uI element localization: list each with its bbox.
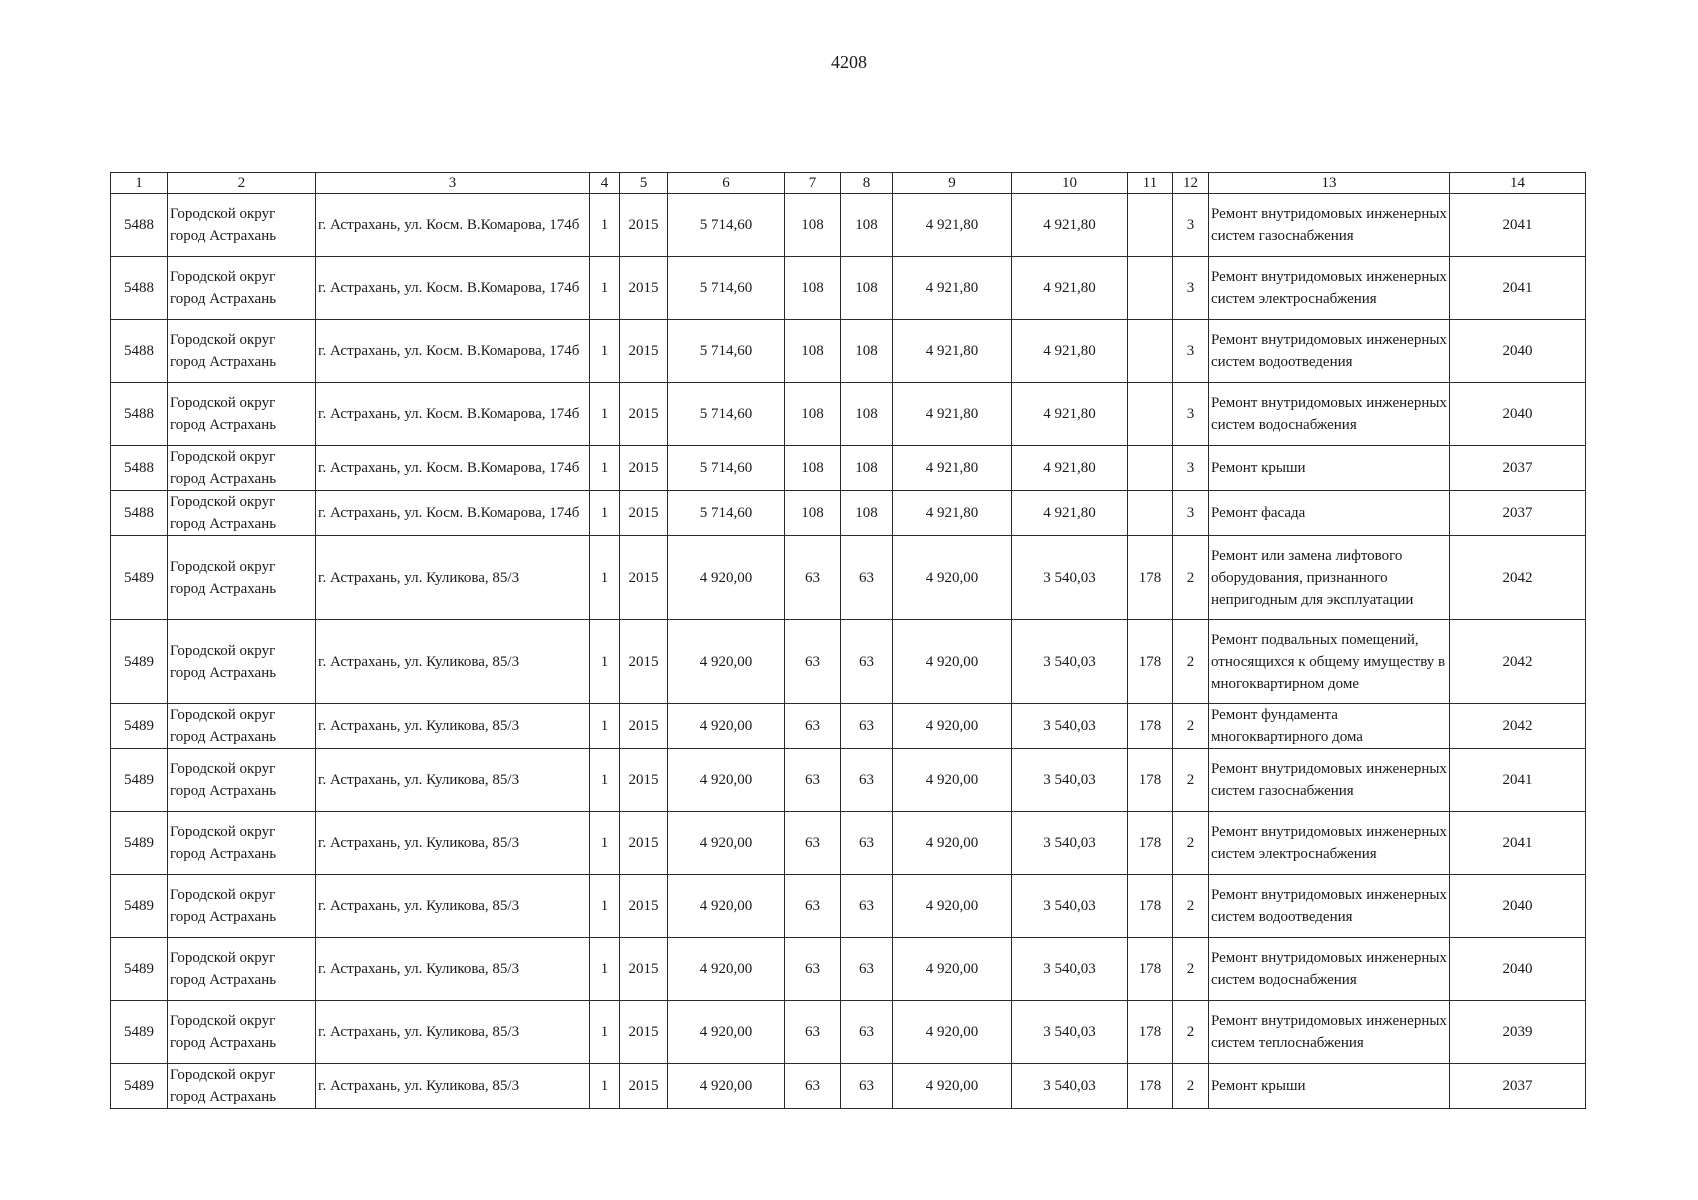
table-row [111,620,1586,704]
col11-cell [1128,194,1173,257]
address-cell: г. Астрахань, ул. Куликова, 85/3 [316,620,590,704]
col11-cell [1128,446,1173,491]
col4-cell: 1 [590,257,620,320]
row-id-cell: 5489 [111,1064,168,1109]
address-cell: г. Астрахань, ул. Куликова, 85/3 [316,536,590,620]
work-type-cell: Ремонт внутридомовых инженерных систем водоотведения [1209,320,1450,383]
column-header: 3 [316,173,590,194]
col7-cell: 63 [785,938,841,1001]
municipality-cell: Городской округ город Астрахань [168,320,316,383]
year-cell: 2015 [620,1064,668,1109]
year-cell: 2015 [620,938,668,1001]
column-header: 7 [785,173,841,194]
col6-cell: 5 714,60 [668,383,785,446]
address-cell: г. Астрахань, ул. Куликова, 85/3 [316,1001,590,1064]
col6-cell: 4 920,00 [668,1064,785,1109]
column-header: 1 [111,173,168,194]
year-cell: 2015 [620,620,668,704]
page-number: 4208 [831,52,867,72]
year-cell: 2015 [620,536,668,620]
work-type-cell: Ремонт внутридомовых инженерных систем электроснабжения [1209,257,1450,320]
column-header: 5 [620,173,668,194]
work-type-cell: Ремонт подвальных помещений, относящихся к общему имуществу в многоквартирном доме [1209,620,1450,704]
row-id-cell: 5489 [111,1001,168,1064]
work-type-cell: Ремонт внутридомовых инженерных систем водоснабжения [1209,383,1450,446]
col8-cell: 108 [841,446,893,491]
address-cell: г. Астрахань, ул. Косм. В.Комарова, 174б [316,257,590,320]
planned-year-cell: 2037 [1450,1064,1586,1109]
column-header: 4 [590,173,620,194]
column-header: 11 [1128,173,1173,194]
col10-cell: 4 921,80 [1012,383,1128,446]
col10-cell: 3 540,03 [1012,620,1128,704]
col9-cell: 4 920,00 [893,1001,1012,1064]
column-header: 10 [1012,173,1128,194]
col6-cell: 4 920,00 [668,620,785,704]
planned-year-cell: 2041 [1450,812,1586,875]
column-header: 13 [1209,173,1450,194]
address-cell: г. Астрахань, ул. Косм. В.Комарова, 174б [316,383,590,446]
col8-cell: 63 [841,938,893,1001]
table-row [111,812,1586,875]
year-cell: 2015 [620,491,668,536]
col6-cell: 4 920,00 [668,1001,785,1064]
col12-cell: 3 [1173,491,1209,536]
address-cell: г. Астрахань, ул. Куликова, 85/3 [316,749,590,812]
planned-year-cell: 2042 [1450,704,1586,749]
col7-cell: 63 [785,620,841,704]
planned-year-cell: 2041 [1450,194,1586,257]
municipality-cell: Городской округ город Астрахань [168,704,316,749]
col10-cell: 3 540,03 [1012,704,1128,749]
year-cell: 2015 [620,383,668,446]
table-row [111,1001,1586,1064]
municipality-cell: Городской округ город Астрахань [168,620,316,704]
col8-cell: 63 [841,1064,893,1109]
work-type-cell: Ремонт внутридомовых инженерных систем электроснабжения [1209,812,1450,875]
column-header: 8 [841,173,893,194]
municipality-cell: Городской округ город Астрахань [168,938,316,1001]
col4-cell: 1 [590,194,620,257]
col6-cell: 4 920,00 [668,749,785,812]
col8-cell: 63 [841,749,893,812]
planned-year-cell: 2040 [1450,383,1586,446]
year-cell: 2015 [620,446,668,491]
address-cell: г. Астрахань, ул. Куликова, 85/3 [316,1064,590,1109]
col6-cell: 5 714,60 [668,446,785,491]
col11-cell: 178 [1128,704,1173,749]
year-cell: 2015 [620,704,668,749]
col9-cell: 4 920,00 [893,536,1012,620]
municipality-cell: Городской округ город Астрахань [168,491,316,536]
col8-cell: 108 [841,194,893,257]
row-id-cell: 5489 [111,812,168,875]
col10-cell: 4 921,80 [1012,446,1128,491]
col7-cell: 63 [785,875,841,938]
col8-cell: 108 [841,491,893,536]
planned-year-cell: 2037 [1450,446,1586,491]
col4-cell: 1 [590,938,620,1001]
col4-cell: 1 [590,704,620,749]
col11-cell: 178 [1128,1064,1173,1109]
col7-cell: 108 [785,491,841,536]
col11-cell: 178 [1128,1001,1173,1064]
col10-cell: 3 540,03 [1012,1001,1128,1064]
work-type-cell: Ремонт крыши [1209,1064,1450,1109]
col9-cell: 4 920,00 [893,704,1012,749]
col8-cell: 63 [841,620,893,704]
col12-cell: 2 [1173,875,1209,938]
row-id-cell: 5489 [111,875,168,938]
planned-year-cell: 2041 [1450,257,1586,320]
row-id-cell: 5489 [111,536,168,620]
table-row [111,536,1586,620]
column-header: 14 [1450,173,1586,194]
address-cell: г. Астрахань, ул. Куликова, 85/3 [316,938,590,1001]
col9-cell: 4 921,80 [893,491,1012,536]
col12-cell: 3 [1173,320,1209,383]
planned-year-cell: 2040 [1450,875,1586,938]
col4-cell: 1 [590,383,620,446]
col7-cell: 63 [785,1064,841,1109]
col7-cell: 108 [785,257,841,320]
row-id-cell: 5488 [111,320,168,383]
col9-cell: 4 920,00 [893,749,1012,812]
column-header: 9 [893,173,1012,194]
planned-year-cell: 2040 [1450,320,1586,383]
col10-cell: 3 540,03 [1012,875,1128,938]
col10-cell: 3 540,03 [1012,749,1128,812]
col12-cell: 2 [1173,704,1209,749]
column-header: 2 [168,173,316,194]
col9-cell: 4 921,80 [893,320,1012,383]
col7-cell: 63 [785,812,841,875]
col9-cell: 4 921,80 [893,383,1012,446]
col12-cell: 2 [1173,749,1209,812]
municipality-cell: Городской округ город Астрахань [168,1064,316,1109]
address-cell: г. Астрахань, ул. Куликова, 85/3 [316,704,590,749]
year-cell: 2015 [620,257,668,320]
col6-cell: 5 714,60 [668,194,785,257]
column-header: 6 [668,173,785,194]
municipality-cell: Городской округ город Астрахань [168,194,316,257]
work-type-cell: Ремонт внутридомовых инженерных систем водоснабжения [1209,938,1450,1001]
year-cell: 2015 [620,875,668,938]
municipality-cell: Городской округ город Астрахань [168,383,316,446]
col4-cell: 1 [590,320,620,383]
col11-cell [1128,383,1173,446]
col10-cell: 4 921,80 [1012,194,1128,257]
work-type-cell: Ремонт крыши [1209,446,1450,491]
col8-cell: 63 [841,536,893,620]
col8-cell: 63 [841,704,893,749]
col7-cell: 108 [785,383,841,446]
col8-cell: 63 [841,875,893,938]
col9-cell: 4 920,00 [893,812,1012,875]
planned-year-cell: 2042 [1450,620,1586,704]
col11-cell [1128,320,1173,383]
table-row [111,257,1586,320]
work-type-cell: Ремонт внутридомовых инженерных систем газоснабжения [1209,749,1450,812]
col11-cell: 178 [1128,812,1173,875]
col7-cell: 108 [785,320,841,383]
row-id-cell: 5488 [111,194,168,257]
col8-cell: 108 [841,320,893,383]
col7-cell: 108 [785,446,841,491]
table-row [111,938,1586,1001]
work-type-cell: Ремонт или замена лифтового оборудования, признанного непригодным для эксплуатации [1209,536,1450,620]
col11-cell [1128,257,1173,320]
municipality-cell: Городской округ город Астрахань [168,749,316,812]
work-type-cell: Ремонт внутридомовых инженерных систем газоснабжения [1209,194,1450,257]
col10-cell: 3 540,03 [1012,938,1128,1001]
col11-cell: 178 [1128,875,1173,938]
col12-cell: 2 [1173,812,1209,875]
col9-cell: 4 920,00 [893,875,1012,938]
col4-cell: 1 [590,536,620,620]
col8-cell: 63 [841,1001,893,1064]
address-cell: г. Астрахань, ул. Куликова, 85/3 [316,875,590,938]
municipality-cell: Городской округ город Астрахань [168,812,316,875]
col12-cell: 3 [1173,194,1209,257]
col6-cell: 5 714,60 [668,320,785,383]
table-row [111,194,1586,257]
col10-cell: 4 921,80 [1012,491,1128,536]
row-id-cell: 5489 [111,938,168,1001]
col4-cell: 1 [590,812,620,875]
table-row [111,383,1586,446]
col8-cell: 63 [841,812,893,875]
row-id-cell: 5489 [111,749,168,812]
municipality-cell: Городской округ город Астрахань [168,536,316,620]
col12-cell: 2 [1173,536,1209,620]
year-cell: 2015 [620,1001,668,1064]
col9-cell: 4 921,80 [893,194,1012,257]
municipality-cell: Городской округ город Астрахань [168,257,316,320]
col9-cell: 4 920,00 [893,620,1012,704]
row-id-cell: 5488 [111,446,168,491]
col7-cell: 63 [785,704,841,749]
table-row [111,491,1586,536]
table-row [111,749,1586,812]
col7-cell: 108 [785,194,841,257]
col12-cell: 3 [1173,257,1209,320]
col12-cell: 2 [1173,620,1209,704]
work-type-cell: Ремонт фундамента многоквартирного дома [1209,704,1450,749]
row-id-cell: 5488 [111,491,168,536]
col9-cell: 4 920,00 [893,938,1012,1001]
work-type-cell: Ремонт фасада [1209,491,1450,536]
work-type-cell: Ремонт внутридомовых инженерных систем водоотведения [1209,875,1450,938]
col10-cell: 3 540,03 [1012,812,1128,875]
row-id-cell: 5489 [111,620,168,704]
planned-year-cell: 2041 [1450,749,1586,812]
year-cell: 2015 [620,194,668,257]
municipality-cell: Городской округ город Астрахань [168,1001,316,1064]
table-row [111,446,1586,491]
column-number-row [111,173,1586,194]
planned-year-cell: 2037 [1450,491,1586,536]
col9-cell: 4 920,00 [893,1064,1012,1109]
address-cell: г. Астрахань, ул. Косм. В.Комарова, 174б [316,320,590,383]
row-id-cell: 5489 [111,704,168,749]
col6-cell: 4 920,00 [668,938,785,1001]
col7-cell: 63 [785,536,841,620]
col11-cell: 178 [1128,749,1173,812]
col4-cell: 1 [590,749,620,812]
address-cell: г. Астрахань, ул. Куликова, 85/3 [316,812,590,875]
year-cell: 2015 [620,749,668,812]
row-id-cell: 5488 [111,257,168,320]
col6-cell: 5 714,60 [668,491,785,536]
col7-cell: 63 [785,1001,841,1064]
register-table [110,172,1586,1109]
col12-cell: 2 [1173,1001,1209,1064]
col11-cell: 178 [1128,536,1173,620]
table-row [111,1064,1586,1109]
col12-cell: 3 [1173,383,1209,446]
col7-cell: 63 [785,749,841,812]
col4-cell: 1 [590,875,620,938]
table-row [111,704,1586,749]
col8-cell: 108 [841,257,893,320]
address-cell: г. Астрахань, ул. Косм. В.Комарова, 174б [316,446,590,491]
col9-cell: 4 921,80 [893,257,1012,320]
col6-cell: 4 920,00 [668,536,785,620]
table-row [111,875,1586,938]
col11-cell [1128,491,1173,536]
municipality-cell: Городской округ город Астрахань [168,446,316,491]
col12-cell: 2 [1173,1064,1209,1109]
col10-cell: 3 540,03 [1012,1064,1128,1109]
address-cell: г. Астрахань, ул. Косм. В.Комарова, 174б [316,194,590,257]
col4-cell: 1 [590,620,620,704]
table-row [111,320,1586,383]
col6-cell: 4 920,00 [668,704,785,749]
col6-cell: 4 920,00 [668,875,785,938]
col11-cell: 178 [1128,620,1173,704]
address-cell: г. Астрахань, ул. Косм. В.Комарова, 174б [316,491,590,536]
col4-cell: 1 [590,446,620,491]
year-cell: 2015 [620,812,668,875]
col12-cell: 2 [1173,938,1209,1001]
col12-cell: 3 [1173,446,1209,491]
col4-cell: 1 [590,1001,620,1064]
planned-year-cell: 2039 [1450,1001,1586,1064]
col4-cell: 1 [590,1064,620,1109]
col6-cell: 4 920,00 [668,812,785,875]
planned-year-cell: 2042 [1450,536,1586,620]
planned-year-cell: 2040 [1450,938,1586,1001]
row-id-cell: 5488 [111,383,168,446]
col4-cell: 1 [590,491,620,536]
col10-cell: 4 921,80 [1012,257,1128,320]
col6-cell: 5 714,60 [668,257,785,320]
col11-cell: 178 [1128,938,1173,1001]
col8-cell: 108 [841,383,893,446]
col10-cell: 4 921,80 [1012,320,1128,383]
column-header: 12 [1173,173,1209,194]
municipality-cell: Городской округ город Астрахань [168,875,316,938]
col10-cell: 3 540,03 [1012,536,1128,620]
work-type-cell: Ремонт внутридомовых инженерных систем теплоснабжения [1209,1001,1450,1064]
col9-cell: 4 921,80 [893,446,1012,491]
year-cell: 2015 [620,320,668,383]
